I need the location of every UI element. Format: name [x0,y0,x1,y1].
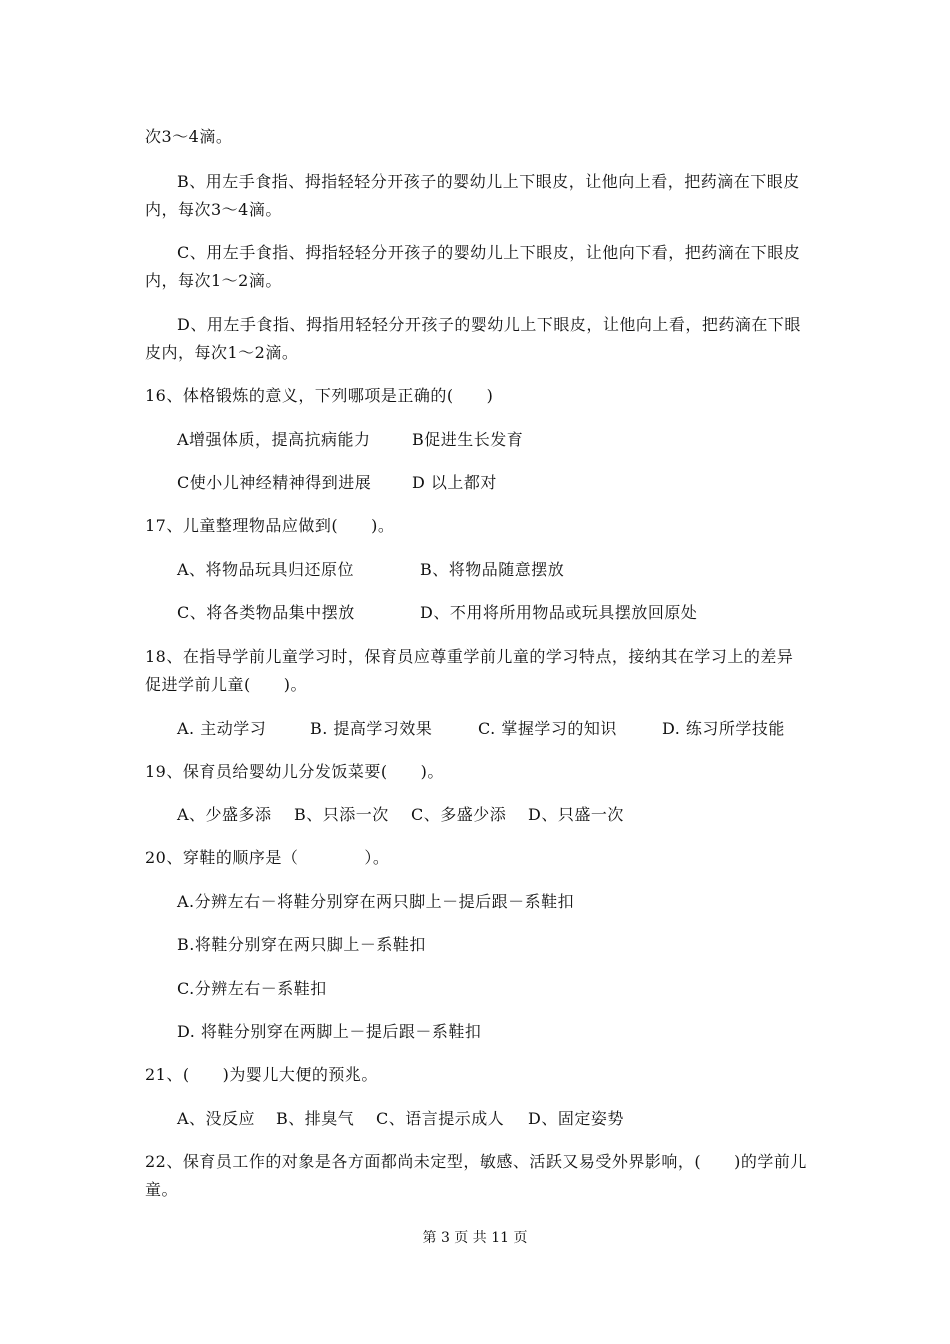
q19-option-b: B、只添一次 [294,805,389,824]
question-21: 21、( )为婴儿大便的预兆。 [145,1065,378,1084]
option-d-line1: D、用左手食指、拇指用轻轻分开孩子的婴幼儿上下眼皮，让他向上看，把药滴在下眼 [177,315,801,334]
option-c-line1: C、用左手食指、拇指轻轻分开孩子的婴幼儿上下眼皮，让他向下看，把药滴在下眼皮 [177,243,801,262]
question-19: 19、保育员给婴幼儿分发饭菜要( )。 [145,762,444,781]
option-d-line2: 皮内，每次1～2滴。 [145,343,299,362]
q19-option-d: D、只盛一次 [528,805,624,824]
option-b-line2: 内，每次3～4滴。 [145,200,282,219]
q16-option-b: B促进生长发育 [412,430,524,449]
q18-option-c: C. 掌握学习的知识 [478,719,617,738]
q17-option-a: A、将物品玩具归还原位 [177,560,355,579]
q21-option-c: C、语言提示成人 [376,1109,505,1128]
q20-option-c: C.分辨左右－系鞋扣 [177,979,327,998]
q21-option-a: A、没反应 [177,1109,256,1128]
text-line: 次3～4滴。 [145,127,233,146]
page-footer: 第 3 页 共 11 页 [422,1230,528,1246]
question-18-line1: 18、在指导学前儿童学习时，保育员应尊重学前儿童的学习特点，接纳其在学习上的差异 [145,647,794,666]
q18-option-b: B. 提高学习效果 [310,719,433,738]
question-18-line2: 促进学前儿童( )。 [145,675,307,694]
q16-option-a: A增强体质，提高抗病能力 [177,430,371,449]
question-17: 17、儿童整理物品应做到( )。 [145,516,395,535]
q19-option-c: C、多盛少添 [411,805,507,824]
question-22-line1: 22、保育员工作的对象是各方面都尚未定型，敏感、活跃又易受外界影响，( )的学前儿 [145,1152,807,1171]
q20-option-b: B.将鞋分别穿在两只脚上－系鞋扣 [177,935,426,954]
question-16: 16、体格锻炼的意义，下列哪项是正确的( ) [145,386,494,405]
option-b-line1: B、用左手食指、拇指轻轻分开孩子的婴幼儿上下眼皮，让他向上看，把药滴在下眼皮 [177,172,800,191]
option-c-line2: 内，每次1～2滴。 [145,271,282,290]
q21-option-b: B、排臭气 [276,1109,355,1128]
question-22-line2: 童。 [145,1180,179,1199]
q17-option-d: D、不用将所用物品或玩具摆放回原处 [420,603,698,622]
q18-option-a: A. 主动学习 [177,719,267,738]
q17-option-b: B、将物品随意摆放 [420,560,565,579]
q21-option-d: D、固定姿势 [528,1109,624,1128]
q16-option-c: C使小儿神经精神得到进展 [177,473,372,492]
q18-option-d: D. 练习所学技能 [662,719,785,738]
q20-option-d: D. 将鞋分别穿在两脚上－提后跟－系鞋扣 [177,1022,482,1041]
q17-option-c: C、将各类物品集中摆放 [177,603,355,622]
q20-option-a: A.分辨左右－将鞋分别穿在两只脚上－提后跟－系鞋扣 [177,892,575,911]
question-20: 20、穿鞋的顺序是（ ）。 [145,848,390,867]
q16-option-d: D 以上都对 [412,473,497,492]
q19-option-a: A、少盛多添 [177,805,272,824]
